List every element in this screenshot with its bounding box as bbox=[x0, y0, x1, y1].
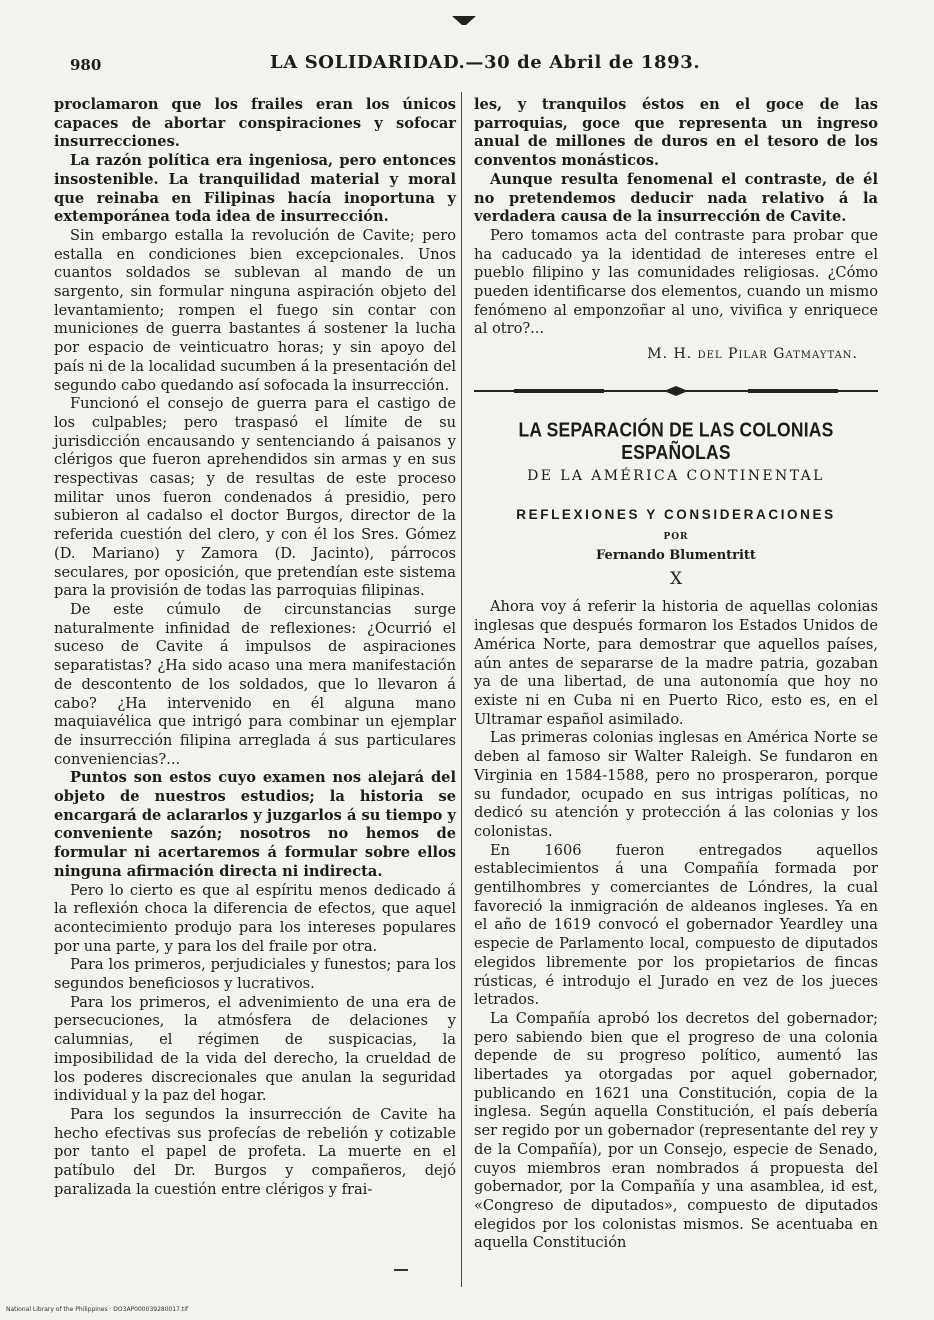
article-author: Fernando Blumentritt bbox=[596, 548, 756, 564]
page-header bbox=[60, 50, 890, 76]
article-title: LA SEPARACIÓN DE LAS COLONIAS ESPAÑOLAS bbox=[518, 417, 834, 463]
paragraph: Sin embargo estalla la revolución de Cavite; pero estalla en condiciones bien excepcionales. Unos cuantos soldados se sublevan al mando de un sargento, sin formular ninguna aspiración objeto del levantamiento; rompen el fuego sin contar con municiones de guerra bastantes á sostener la lucha por espacio de veinticuatro horas; y sin apoyo del país ni de la localidad sucumben á la presentación del segundo cabo quedando así sofocada la insurrección. bbox=[54, 226, 456, 394]
paragraph: De este cúmulo de circunstancias surge naturalmente infinidad de reflexiones: ¿Ocurrió el suceso de Cavite á impulsos de aspiraciones separatistas? ¿Ha sido acaso una mera manifestación de descontento de los soldados, que lo llevaron á cabo? ¿Ha intervenido en él alguna mano maquiavélica que intrigó para combinar un ejemplar de insurrección filipina arreglada á sus particulares conveniencias?... bbox=[54, 600, 456, 768]
paragraph: Las primeras colonias inglesas en América Norte se deben al famoso sir Walter Raleigh. Se fundaron en Virginia en 1584-1588, pero no prosperaron, porque su fundador, ocupado en sus intrigas políticas, no dedicó su atención y protección á las colonias y los colonistas. bbox=[474, 729, 878, 840]
paragraph: Para los primeros, el advenimiento de una era de persecuciones, la atmósfera de delaciones y calumnias, el régimen de suspicacias, la imposibilidad de la vida del derecho, la crueldad de los poderes discrecionales que anulan la seguridad individual y la paz del hogar. bbox=[54, 993, 456, 1105]
paragraph: proclamaron que los frailes eran los únicos capaces de abortar conspiraciones y sofocar insurrecciones. bbox=[54, 96, 456, 151]
running-head: LA SOLIDARIDAD.—30 de Abril de 1893. bbox=[270, 52, 701, 73]
paragraph: La razón política era ingeniosa, pero entonces insostenible. La tranquilidad material y moral que reinaba en Filipinas hacía inoportuna y extemporánea toda idea de insurrección. bbox=[54, 152, 456, 226]
paragraph: Ahora voy á referir la historia de aquellas colonias inglesas que después formaron los Estados Unidos de América Norte, para demostrar que aquellos países, aún antes de separarse de la madre patria, gozaban ya de una libertad, de una autonomía que hoy no existe ni en Cuba ni en Puerto Rico, esto es, en el Ultramar español asimilado. bbox=[474, 598, 878, 728]
article-subtitle: DE LA AMÉRICA CONTINENTAL bbox=[527, 467, 825, 484]
right-column bbox=[474, 96, 878, 1253]
article-by-label: POR bbox=[663, 532, 689, 543]
page-number: 980 bbox=[70, 56, 102, 74]
paragraph: La Compañía aprobó los decretos del gobernador; pero sabiendo bien que el progreso de una colonia depende de su progreso político, aumentó las libertades ya otorgadas por aquel gobernador, publicando en 1621 una Constitución, copia de la inglesa. Según aquella Constitución, el país debería ser regido por un gobernador (representante del rey y de la Compañía), por un Consejo, especie de Senado, cuyos miembros eran nombrados á propuesta del gobernador, por la Compañía y una asamblea, id est, «Congreso de diputados», compuesto de diputados elegidos por los colonistas mismos. Se acentuaba en aquella Constitución bbox=[474, 1009, 878, 1252]
paragraph: Funcionó el consejo de guerra para el castigo de los culpables; pero traspasó el límite de su jurisdicción encausando y sentenciando á paisanos y clérigos que fueron aprehendidos sin armas y en sus respectivas casas; y de resultas de este proceso militar unos fueron condenados á presidio, pero subieron al cadalso el doctor Burgos, director de la referida cuestión del clero, y con él los Sres. Gómez (D. Mariano) y Zamora (D. Jacinto), párrocos seculares, por oposición, que pretendían este sistema para la provisión de todas las parroquias filipinas. bbox=[54, 395, 456, 600]
paragraph: Aunque resulta fenomenal el contraste, de él no pretendemos deducir nada relativo á la verdadera causa de la insurrección de Cavite. bbox=[474, 170, 878, 226]
left-column bbox=[54, 96, 456, 1199]
paragraph: Pero lo cierto es que al espíritu menos dedicado á la reflexión choca la diferencia de efectos, que aquel acontecimiento produjo para los intereses populares por una parte, y para los del fraile por otra. bbox=[54, 881, 456, 955]
paragraph: les, y tranquilos éstos en el goce de las parroquias, goce que representa un ingreso anual de millones de duros en el tesoro de los conventos monásticos. bbox=[474, 96, 878, 170]
section-number: X bbox=[669, 568, 683, 589]
paragraph: En 1606 fueron entregados aquellos establecimientos á una Compañía formada por gentilhombres y comerciantes de Lóndres, la cual favoreció la inmigración de aldeanos ingleses. Ya en el año de 1619 convocó el gobernador Yeardley una especie de Parlamento local, compuesto de diputados elegidos libremente por los propietarios de fincas rústicas, é introdujo el Jurado en vez de los jueces letrados. bbox=[474, 841, 878, 1009]
ornamental-rule bbox=[474, 386, 878, 396]
digitization-credit: National Library of the Philippines · DO3AP000039280017.tif bbox=[6, 1306, 189, 1313]
paragraph: Para los primeros, perjudiciales y funestos; para los segundos beneficiosos y lucrativos. bbox=[54, 956, 456, 993]
print-blemish-mark bbox=[394, 1268, 408, 1272]
column-divider bbox=[461, 92, 462, 1287]
paragraph: Para los segundos la insurrección de Cavite ha hecho efectivas sus profecías de rebelión y cotizable por tanto el papel de profeta. La muerte en el patíbulo del Dr. Burgos y compañeros, dejó paralizada la cuestión entre clérigos y frai- bbox=[54, 1105, 456, 1198]
article-signature: M. H. del Pilar Gatmaytan. bbox=[647, 346, 858, 363]
paragraph: Puntos son estos cuyo examen nos alejará del objeto de nuestros estudios; la historia se encargará de aclararlos y juzgarlos á su tiempo y conveniente sazón; nosotros no hemos de formular ni acertaremos á formular sobre ellos ninguna afirmación directa ni indirecta. bbox=[54, 769, 456, 880]
paragraph: Pero tomamos acta del contraste para probar que ha caducado ya la identidad de intereses entre el pueblo filipino y las comunidades religiosas. ¿Cómo pueden identificarse dos elementos, cuando un mismo fenómeno al emponzoñar al uno, vivifica y enriquece al otro?... bbox=[474, 226, 878, 338]
article-kicker: REFLEXIONES Y CONSIDERACIONES bbox=[516, 506, 836, 522]
printer-mark-icon bbox=[452, 14, 476, 26]
